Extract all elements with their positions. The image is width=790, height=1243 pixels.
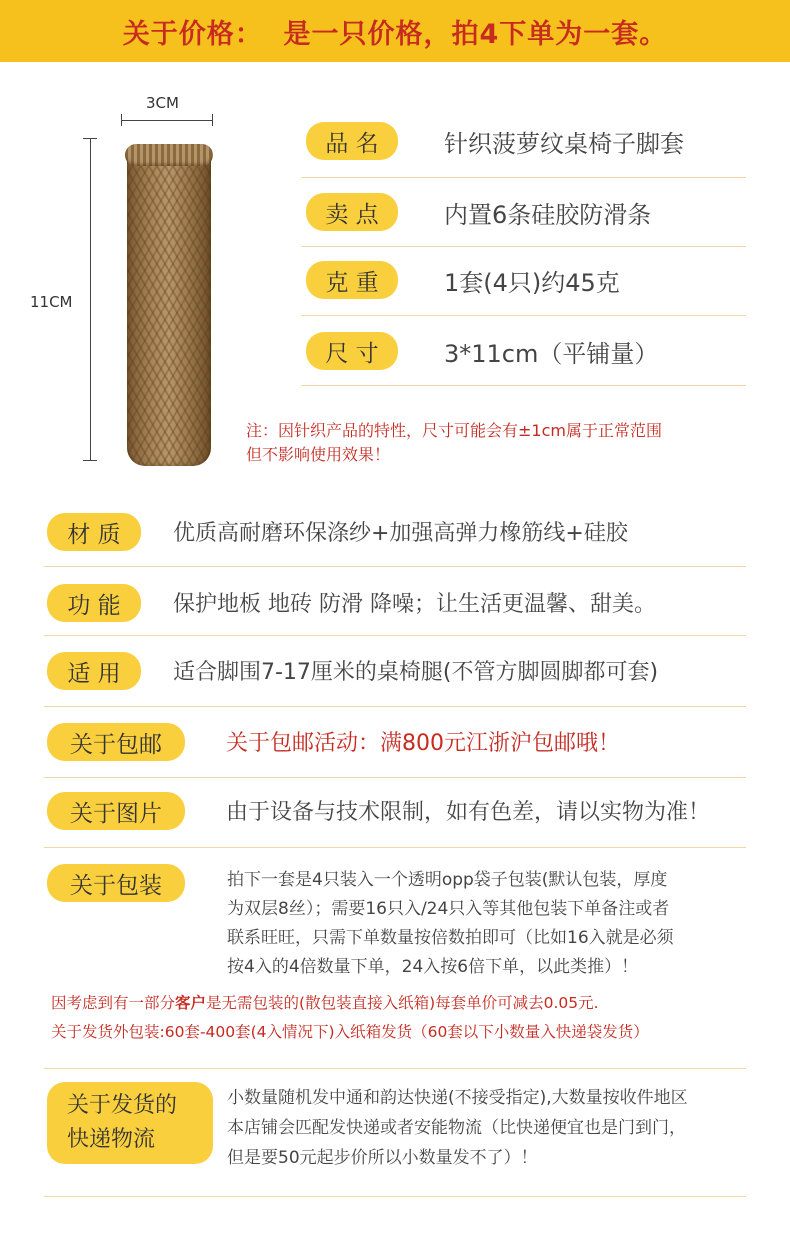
spec-divider bbox=[301, 177, 746, 178]
packaging-text-line-2: 为双层8丝）；需要16只入/24只入等其他包装下单备注或者 bbox=[227, 899, 670, 919]
delivery-text-line-3: 但是要50元起步价所以小数量发不了）！ bbox=[227, 1148, 538, 1168]
chair-sock-image bbox=[127, 148, 211, 466]
packaging-text-line-4: 按4入的4倍数量下单，24入按6倍下单，以此类推）！ bbox=[227, 957, 639, 977]
sock-cuff bbox=[125, 144, 213, 166]
detail-value-applicable: 适合脚围7-17厘米的桌椅腿(不管方脚圆脚都可套) bbox=[173, 660, 659, 685]
shipping-free-label: 关于包邮 bbox=[47, 723, 185, 761]
price-banner bbox=[0, 0, 790, 62]
spec-value-size: 3*11cm（平铺量） bbox=[444, 340, 659, 368]
packaging-notice-1 bbox=[51, 991, 599, 1015]
picture-value: 由于设备与技术限制，如有色差，请以实物为准！ bbox=[226, 800, 711, 825]
width-tick-left bbox=[121, 114, 122, 126]
price-banner-text: 关于价格： 是一只价格，拍4下单为一套。 bbox=[122, 18, 668, 50]
detail-value-function: 保护地板 地砖 防滑 降噪；让生活更温馨、甜美。 bbox=[173, 592, 656, 617]
packaging-notice-1-customer: 客户 bbox=[175, 994, 207, 1012]
picture-label: 关于图片 bbox=[47, 792, 185, 830]
detail-divider bbox=[44, 635, 746, 636]
delivery-label bbox=[47, 1082, 213, 1164]
height-dimension-label: 11CM bbox=[30, 293, 73, 311]
detail-divider bbox=[44, 1068, 746, 1069]
height-dimension-line bbox=[90, 138, 91, 460]
detail-label-material: 材 质 bbox=[47, 513, 141, 551]
height-tick-bottom bbox=[83, 460, 97, 461]
packaging-notice-1-part-c: 是无需包装的(散包装直接入纸箱)每套单价可减去0.05元. bbox=[206, 994, 599, 1012]
spec-divider bbox=[301, 385, 746, 386]
spec-label-selling-point: 卖 点 bbox=[306, 193, 398, 231]
detail-value-material: 优质高耐磨环保涤纱+加强高弹力橡筋线+硅胶 bbox=[173, 521, 628, 546]
packaging-text-line-3: 联系旺旺，只需下单数量按倍数拍即可（比如16入就是必须 bbox=[227, 928, 674, 948]
size-note-line-2: 但不影响使用效果！ bbox=[246, 445, 391, 464]
detail-label-applicable: 适 用 bbox=[47, 652, 141, 690]
packaging-notice-2: 关于发货外包装:60套-400套(4入情况下)入纸箱发货（60套以下小数量入快递袋发货） bbox=[51, 1023, 649, 1041]
width-dimension-line bbox=[121, 120, 213, 121]
height-tick-top bbox=[83, 138, 97, 139]
detail-divider bbox=[44, 847, 746, 848]
spec-value-name: 针织菠萝纹桌椅子脚套 bbox=[444, 130, 684, 158]
packaging-notice-1-part-a: 因考虑到有一部分 bbox=[51, 994, 176, 1012]
shipping-free-value: 关于包邮活动：满800元江浙沪包邮哦！ bbox=[226, 731, 620, 756]
delivery-label-line-1: 关于发货的 bbox=[67, 1093, 178, 1118]
spec-divider bbox=[301, 315, 746, 316]
spec-label-name: 品 名 bbox=[306, 122, 398, 160]
detail-divider bbox=[44, 777, 746, 778]
spec-value-weight: 1套(4只)约45克 bbox=[444, 269, 620, 297]
delivery-text-line-1: 小数量随机发中通和韵达快递(不接受指定),大数量按收件地区 bbox=[227, 1088, 688, 1108]
packaging-label: 关于包装 bbox=[47, 864, 185, 902]
delivery-text-line-2: 本店铺会匹配发快递或者安能物流（比快递便宜也是门到门， bbox=[227, 1118, 686, 1138]
packaging-text-line-1: 拍下一套是4只装入一个透明opp袋子包装(默认包装，厚度 bbox=[227, 870, 668, 890]
width-tick-right bbox=[212, 114, 213, 126]
detail-label-function: 功 能 bbox=[47, 584, 141, 622]
spec-label-weight: 克 重 bbox=[306, 261, 398, 299]
width-dimension-label: 3CM bbox=[146, 94, 179, 112]
spec-value-selling-point: 内置6条硅胶防滑条 bbox=[444, 201, 652, 229]
spec-label-size: 尺 寸 bbox=[306, 332, 398, 370]
spec-divider bbox=[301, 246, 746, 247]
detail-divider bbox=[44, 706, 746, 707]
size-note-line-1: 注：因针织产品的特性，尺寸可能会有±1cm属于正常范围 bbox=[246, 421, 662, 440]
delivery-label-line-2: 快递物流 bbox=[67, 1127, 156, 1152]
detail-divider bbox=[44, 566, 746, 567]
detail-divider bbox=[44, 1196, 746, 1197]
